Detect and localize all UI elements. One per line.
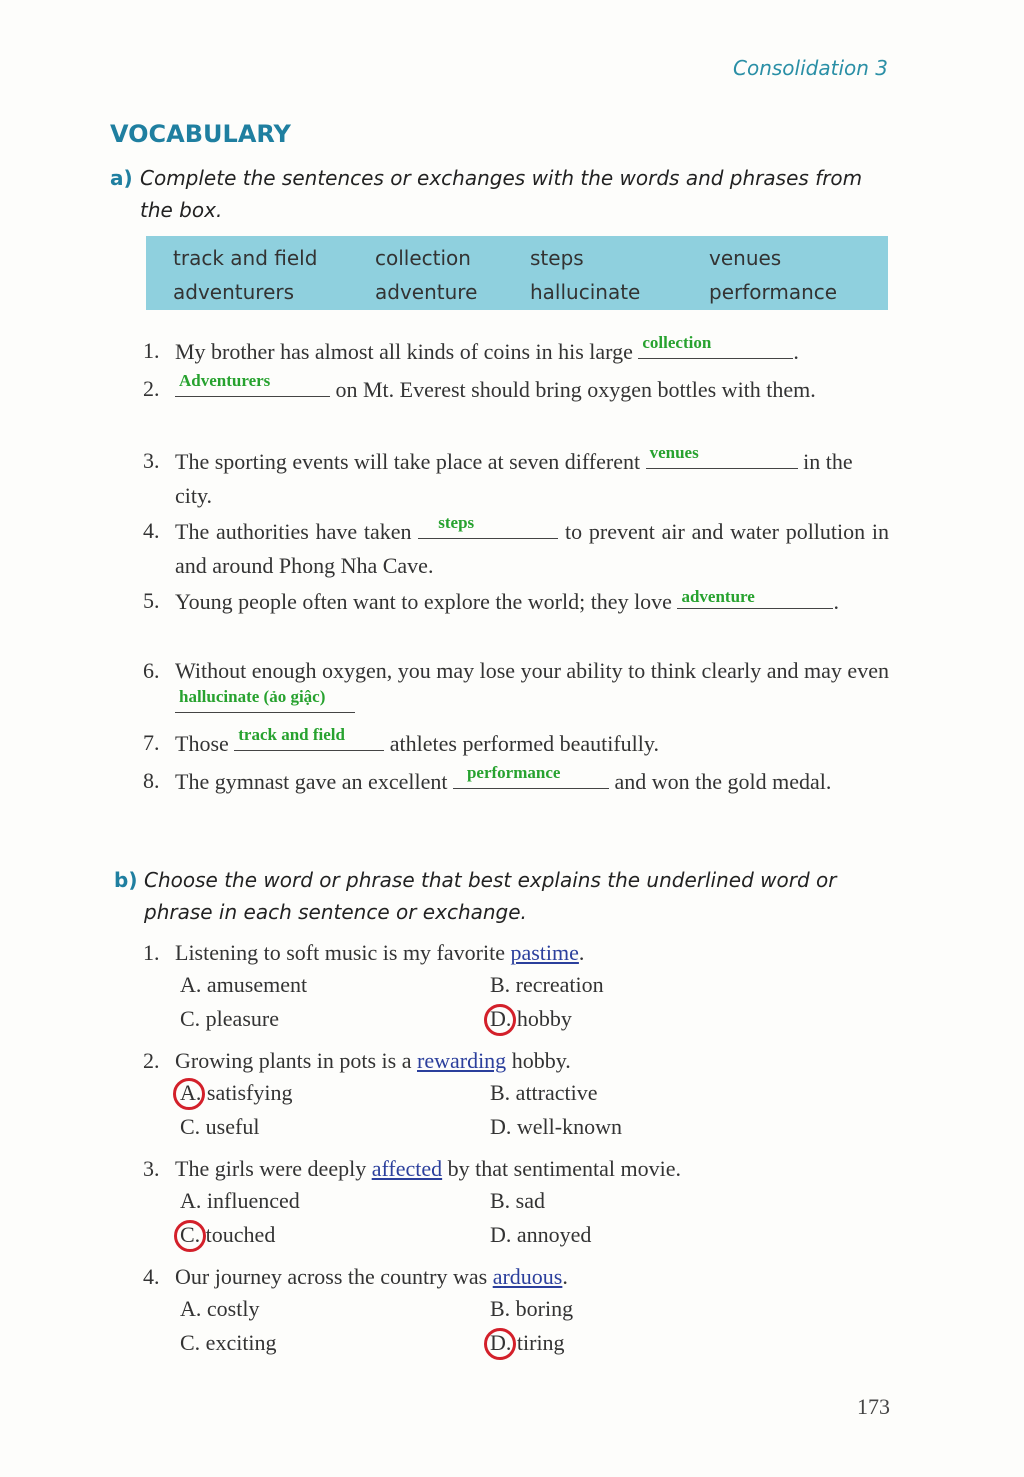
selected-answer-circle [174, 1220, 206, 1252]
box-word: hallucinate [530, 280, 641, 304]
answer-blank[interactable] [175, 688, 355, 713]
word-box [146, 236, 888, 310]
part-b-letter: b) [114, 868, 138, 892]
part-a-instruction [110, 162, 863, 222]
option-a[interactable]: A. satisfying [180, 1080, 293, 1105]
option-c[interactable]: C. touched [180, 1222, 276, 1247]
answer-text: collection [642, 333, 712, 352]
part-a-letter: a) [110, 166, 133, 190]
part-b-instruction-text: Choose the word or phrase that best explains the underlined word or phrase in each sentence or exchange. [144, 868, 837, 924]
underlined-word: rewarding [417, 1048, 507, 1073]
answer-text: track and field [238, 725, 345, 744]
answer-text: steps [438, 513, 475, 532]
part-a-instruction-text: Complete the sentences or exchanges with the words and phrases from the box. [140, 166, 863, 222]
underlined-word: pastime [510, 940, 579, 965]
option-b[interactable]: B. recreation [490, 972, 604, 997]
option-a[interactable]: A. costly [180, 1296, 260, 1321]
textbook-page: Consolidation 3 VOCABULARY a) Complete the sentences or exchanges with the words and phrases from the box. track and field collection steps venues adventurers adventure hallucinate performance 1. My brother has almost all kinds of coins in his large collection . 2. Adventurers on Mt. Everest should bring oxygen bottles with them. 3. The sporting events will take place at seven different venues in the city. 4. The authorities have taken steps to prevent air and water pollution in and around Phong Nha Cave. 5. Young people often want to explore the world; they love adventure . 6. Without enough oxygen, you may lose your ability to think clearly and may even hallucinate (ảo giậc) 7. Those track and field athletes performed beautifully. 8. The gymnast gave an excellent performance and won the gold medal. b) Choose the word or phrase that best explains the underlined word or phrase in each sentence or exchange. 1. Listening to soft music is my favorite pastime. A. amusement B. recreation C. pleasure D. hobby 2. Growing plants in pots is a rewarding hobby. A. satisfying B. attractive C. useful D. well-known 3. The girls were deeply affected by that sentimental movie. A. influenced B. sad C. touched D. annoyed 4. Our journey across the country was arduous. A. costly B. boring C. exciting D. tiring 173 [0, 0, 1024, 1477]
option-d[interactable]: D. tiring [490, 1330, 565, 1355]
selected-answer-circle [484, 1004, 516, 1036]
option-c[interactable]: C. exciting [180, 1330, 277, 1355]
option-b[interactable]: B. boring [490, 1296, 574, 1321]
option-a[interactable]: A. influenced [180, 1188, 300, 1213]
option-a[interactable]: A. amusement [180, 972, 308, 997]
answer-text: venues [649, 443, 699, 462]
answer-blank[interactable] [234, 726, 384, 751]
answer-blank[interactable] [638, 334, 793, 359]
box-word: adventure [375, 280, 478, 304]
option-d[interactable]: D. hobby [490, 1006, 572, 1031]
answer-text: hallucinate (ảo giậc) [179, 687, 326, 706]
box-word: steps [530, 246, 584, 270]
answer-text: performance [466, 763, 561, 782]
consolidation-label: Consolidation 3 [733, 56, 888, 80]
answer-blank[interactable] [418, 514, 558, 539]
answer-blank[interactable] [646, 444, 798, 469]
box-word: adventurers [173, 280, 295, 304]
selected-answer-circle [484, 1328, 516, 1360]
option-b[interactable]: B. sad [490, 1188, 545, 1213]
option-c[interactable]: C. useful [180, 1114, 260, 1139]
underlined-word: arduous [492, 1264, 563, 1289]
answer-text: Adventurers [179, 371, 271, 390]
box-word: performance [709, 280, 838, 304]
answer-blank[interactable] [677, 584, 833, 609]
answer-text: adventure [681, 587, 755, 606]
option-d[interactable]: D. well-known [490, 1114, 622, 1139]
option-c[interactable]: C. pleasure [180, 1006, 279, 1031]
selected-answer-circle [173, 1078, 205, 1110]
underlined-word: affected [371, 1156, 443, 1181]
option-d[interactable]: D. annoyed [490, 1222, 592, 1247]
part-b-instruction [114, 864, 837, 924]
box-word: collection [375, 246, 471, 270]
option-b[interactable]: B. attractive [490, 1080, 598, 1105]
page-number: 173 [857, 1394, 890, 1419]
box-word: venues [709, 246, 782, 270]
answer-blank[interactable] [175, 372, 330, 397]
section-title: VOCABULARY [110, 120, 291, 148]
answer-blank[interactable] [453, 764, 609, 789]
box-word: track and field [173, 246, 318, 270]
